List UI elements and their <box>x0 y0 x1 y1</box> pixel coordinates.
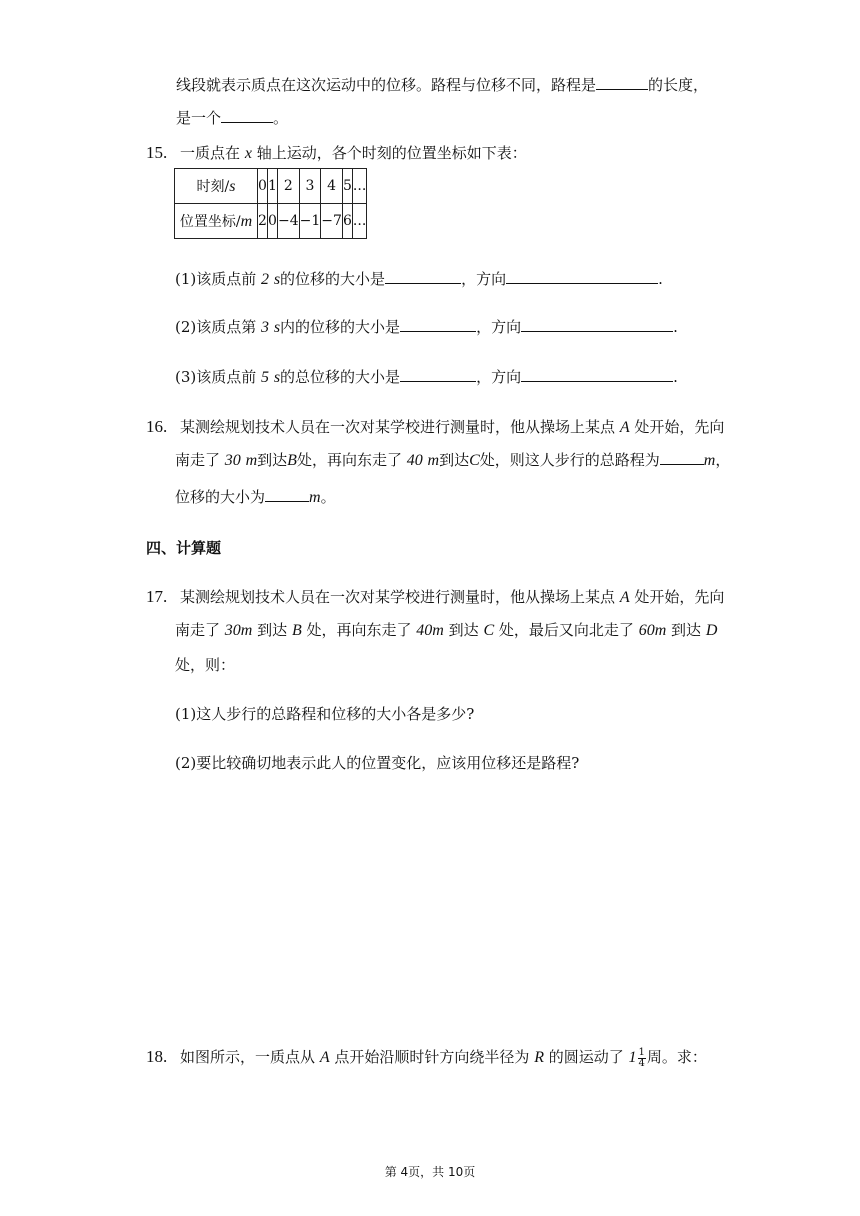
question-text: 一质点在 <box>180 144 241 162</box>
question-text: ， <box>715 451 731 469</box>
question-text: 到达 <box>448 621 479 639</box>
table-cell: ... <box>352 204 366 239</box>
question-text: 点开始沿顺时针方向绕半径为 <box>334 1048 530 1066</box>
answer-blank[interactable] <box>400 317 476 332</box>
mixed-number-whole: 1 <box>628 1049 637 1066</box>
question-text: 某测绘规划技术人员在一次对某学校进行测量时，他从操场上某点 <box>180 418 616 436</box>
unit: s <box>273 271 281 288</box>
question-number: 16. <box>146 417 168 436</box>
intro-text: 线段就表示质点在这次运动中的位移。路程与位移不同，路程是 <box>176 76 597 94</box>
variable: C <box>469 452 480 469</box>
question-text: 到达 <box>257 451 288 469</box>
q17-line-1 <box>146 586 724 607</box>
table-row <box>175 204 367 239</box>
table-cell: 3 <box>299 169 321 204</box>
q17-sub1: (1)这人步行的总路程和位移的大小各是多少? <box>175 705 475 723</box>
answer-blank[interactable] <box>265 487 309 502</box>
answer-blank[interactable] <box>521 317 673 332</box>
question-15-stem <box>146 142 527 163</box>
variable: B <box>291 622 302 639</box>
sub-text: ，方向 <box>476 318 522 336</box>
question-text: 如图所示，一质点从 <box>180 1048 316 1066</box>
question-text: 位移的大小为 <box>175 488 266 506</box>
intro-line-2 <box>176 107 288 128</box>
answer-blank[interactable] <box>506 269 658 284</box>
sub-text: (1)该质点前 <box>175 270 257 288</box>
intro-text: 。 <box>273 109 289 127</box>
number: 3 <box>261 319 270 336</box>
question-text: 处，最后又向北走了 <box>498 621 634 639</box>
number: 40 <box>406 452 423 469</box>
table-cell: −7 <box>321 204 343 239</box>
sub-text: 的总位移的大小是 <box>280 368 401 386</box>
number: 30 <box>224 452 241 469</box>
question-text: 到达 <box>257 621 288 639</box>
number: 2 <box>261 271 270 288</box>
table-cell: 0 <box>268 204 278 239</box>
question-text: 的圆运动了 <box>548 1048 624 1066</box>
table-cell: 2 <box>258 204 268 239</box>
question-text: 处，再向东走了 <box>306 621 412 639</box>
q16-line-3 <box>175 486 336 507</box>
sub-text: 内的位移的大小是 <box>280 318 401 336</box>
question-text: 处开始，先向 <box>634 418 725 436</box>
q15-sub1 <box>175 268 663 289</box>
table-cell: 4 <box>321 169 343 204</box>
fraction: $\frac{1}{4}$ <box>638 1046 645 1069</box>
sub-text: . <box>673 368 678 386</box>
variable: A <box>319 1049 330 1066</box>
table-header-cell: 位置坐标/m <box>175 204 258 239</box>
table-cell: −1 <box>299 204 321 239</box>
question-text: 南走了 <box>175 621 221 639</box>
unit: m <box>654 622 667 639</box>
sub-text: . <box>673 318 678 336</box>
question-text: 周。求： <box>646 1048 707 1066</box>
unit: m <box>309 489 321 506</box>
unit: m <box>245 452 258 469</box>
intro-text: 的长度， <box>648 76 709 94</box>
sub-text: . <box>658 270 663 288</box>
number: 30 <box>224 622 241 639</box>
question-text: 轴上运动，各个时刻的位置坐标如下表： <box>256 144 527 162</box>
variable: C <box>483 622 495 639</box>
question-text: 南走了 <box>175 451 221 469</box>
answer-blank[interactable] <box>385 269 461 284</box>
question-number: 15. <box>146 143 168 162</box>
question-number: 17. <box>146 587 168 606</box>
answer-blank[interactable] <box>521 367 673 382</box>
unit: m <box>432 622 444 639</box>
unit: m <box>427 452 440 469</box>
q15-sub2 <box>175 316 678 337</box>
table-row <box>175 169 367 204</box>
q17-line-3 <box>175 654 235 675</box>
question-text: 某测绘规划技术人员在一次对某学校进行测量时，他从操场上某点 <box>180 588 616 606</box>
table-cell: −4 <box>278 204 300 239</box>
q15-sub3 <box>175 366 678 387</box>
variable: R <box>534 1049 544 1066</box>
sub-text: 的位移的大小是 <box>280 270 386 288</box>
table-cell: 1 <box>268 169 278 204</box>
answer-blank[interactable] <box>660 450 704 465</box>
intro-text: 是一个 <box>176 109 222 127</box>
question-text: 处，则这人步行的总路程为 <box>479 451 660 469</box>
variable: A <box>619 419 630 436</box>
q16-line-2 <box>175 449 730 470</box>
table-header-cell: 时刻/s <box>175 169 258 204</box>
section-title: 四、计算题 <box>146 539 222 557</box>
page-footer: 第 4页，共 10页 <box>384 1165 476 1179</box>
number: 40 <box>416 622 433 639</box>
table-cell: 2 <box>278 169 300 204</box>
table-cell: 6 <box>342 204 352 239</box>
answer-blank[interactable] <box>596 75 648 90</box>
variable: A <box>619 589 630 606</box>
question-text: 处开始，先向 <box>634 588 725 606</box>
table-cell: 0 <box>258 169 268 204</box>
q16-line-1 <box>146 416 724 437</box>
question-text: 。 <box>320 488 336 506</box>
unit: s <box>273 369 281 386</box>
answer-blank[interactable] <box>400 367 476 382</box>
number: 5 <box>261 369 270 386</box>
variable: B <box>287 452 297 469</box>
intro-line-1 <box>176 74 708 95</box>
unit: m <box>703 452 716 469</box>
question-text: 到达 <box>671 621 702 639</box>
q18-line-1 <box>146 1046 707 1069</box>
question-text: 处，再向东走了 <box>296 451 402 469</box>
q17-line-2 <box>175 619 717 640</box>
q17-sub2: (2)要比较确切地表示此人的位置变化，应该用位移还是路程? <box>175 754 580 772</box>
sub-text: (3)该质点前 <box>175 368 257 386</box>
sub-text: ，方向 <box>476 368 522 386</box>
number: 60 <box>638 622 655 639</box>
variable: D <box>705 622 718 639</box>
unit: s <box>273 319 281 336</box>
sub-text: ，方向 <box>461 270 507 288</box>
unit: m <box>240 622 253 639</box>
table-cell: ... <box>352 169 366 204</box>
question-number: 18. <box>146 1047 168 1066</box>
question-text: 到达 <box>439 451 470 469</box>
position-table <box>174 168 367 239</box>
variable: x <box>244 145 252 162</box>
sub-text: (2)该质点第 <box>175 318 257 336</box>
answer-blank[interactable] <box>221 108 273 123</box>
table-cell: 5 <box>342 169 352 204</box>
question-text: 处，则： <box>175 656 236 674</box>
